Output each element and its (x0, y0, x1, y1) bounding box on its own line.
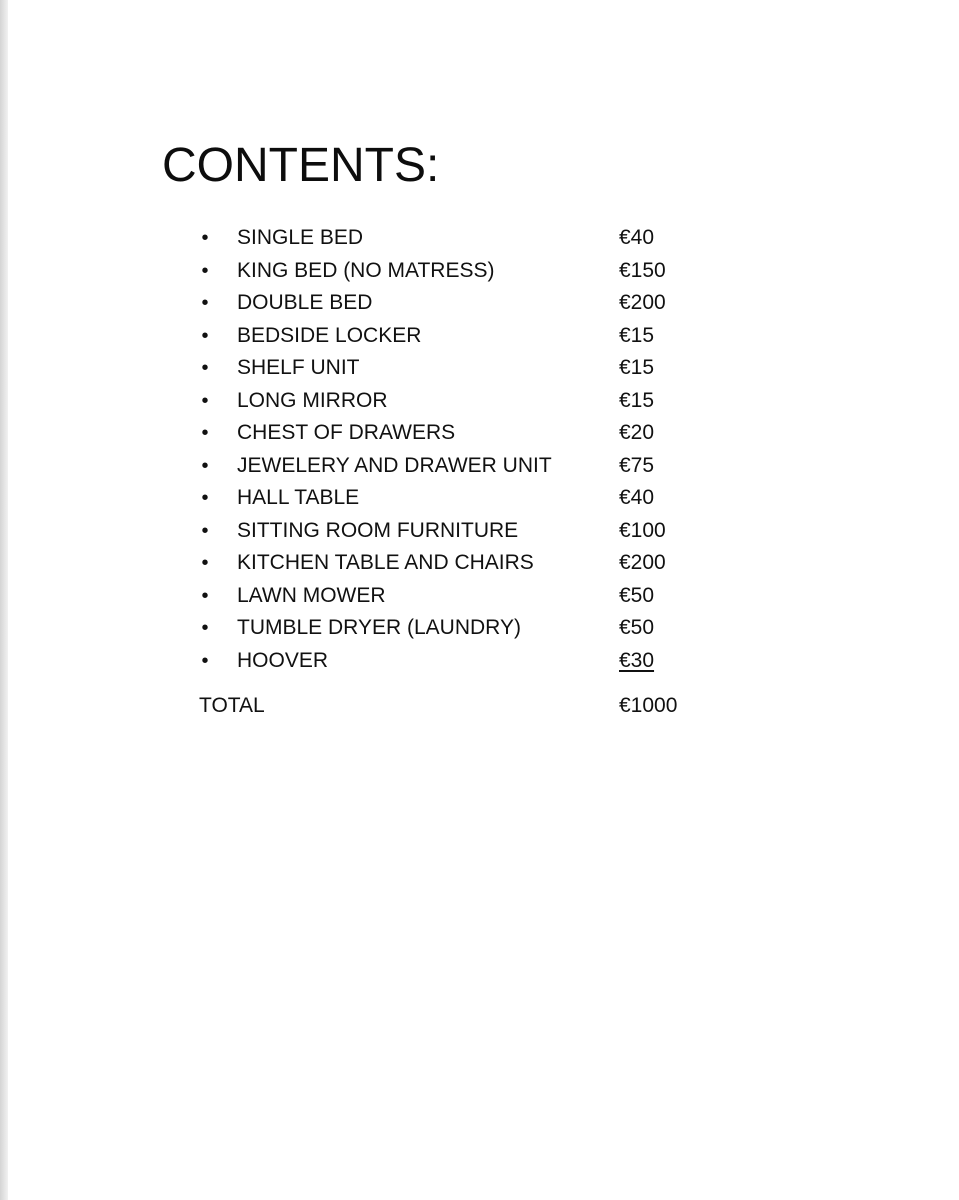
item-name: CHEST OF DRAWERS (237, 421, 456, 444)
item-name: KITCHEN TABLE AND CHAIRS (237, 551, 534, 574)
list-item (198, 547, 758, 580)
page-shadow-edge (0, 0, 8, 1200)
total-row (198, 690, 758, 722)
list-item (198, 450, 758, 483)
item-name: HOOVER (237, 648, 329, 672)
item-price: €200 (619, 551, 666, 574)
list-item (198, 320, 758, 353)
page-title: CONTENTS: (162, 139, 440, 192)
bullet-icon: • (201, 389, 209, 412)
list-item (198, 255, 758, 288)
item-price: €15 (619, 356, 655, 379)
item-name: KING BED (NO MATRESS) (237, 258, 495, 282)
total-value: €1000 (619, 694, 678, 717)
list-item (198, 515, 758, 548)
item-price: €50 (619, 583, 655, 607)
item-price: €40 (619, 226, 655, 249)
bullet-icon: • (201, 292, 209, 314)
item-name: LONG MIRROR (237, 388, 388, 412)
bullet-icon: • (201, 584, 209, 607)
bullet-icon: • (201, 519, 209, 542)
item-name: JEWELERY AND DRAWER UNIT (237, 453, 552, 477)
bullet-icon: • (201, 617, 209, 639)
item-name: LAWN MOWER (237, 583, 386, 607)
bullet-icon: • (201, 552, 209, 574)
item-name: BEDSIDE LOCKER (237, 323, 422, 347)
item-name: HALL TABLE (237, 486, 360, 509)
total-label: TOTAL (199, 694, 265, 717)
bullet-icon: • (201, 487, 209, 509)
bullet-icon: • (201, 357, 209, 379)
list-item (198, 287, 758, 320)
list-item (198, 352, 758, 385)
list-item (198, 645, 758, 678)
item-name: SITTING ROOM FURNITURE (237, 518, 519, 542)
list-item (198, 612, 758, 645)
document-page (8, 0, 959, 1200)
item-price: €150 (619, 258, 666, 282)
list-item (198, 222, 758, 255)
list-item (198, 385, 758, 418)
list-item (198, 482, 758, 515)
item-price: €15 (619, 388, 655, 412)
item-price: €40 (619, 486, 655, 509)
item-name: SHELF UNIT (237, 356, 360, 379)
list-item (198, 580, 758, 613)
item-name: TUMBLE DRYER (LAUNDRY) (237, 616, 521, 639)
bullet-icon: • (201, 454, 209, 477)
item-name: DOUBLE BED (237, 291, 373, 314)
bullet-icon: • (201, 422, 209, 444)
item-price: €50 (619, 616, 655, 639)
list-item (198, 417, 758, 450)
bullet-icon: • (201, 227, 209, 249)
item-price: €75 (619, 453, 655, 477)
item-price: €30 (619, 648, 655, 672)
bullet-icon: • (201, 259, 209, 282)
bullet-icon: • (201, 324, 209, 347)
item-name: SINGLE BED (237, 226, 364, 249)
item-price: €15 (619, 323, 655, 347)
item-price: €20 (619, 421, 655, 444)
bullet-icon: • (201, 649, 209, 672)
item-price: €100 (619, 518, 666, 542)
contents-list (198, 222, 758, 677)
item-price: €200 (619, 291, 666, 314)
